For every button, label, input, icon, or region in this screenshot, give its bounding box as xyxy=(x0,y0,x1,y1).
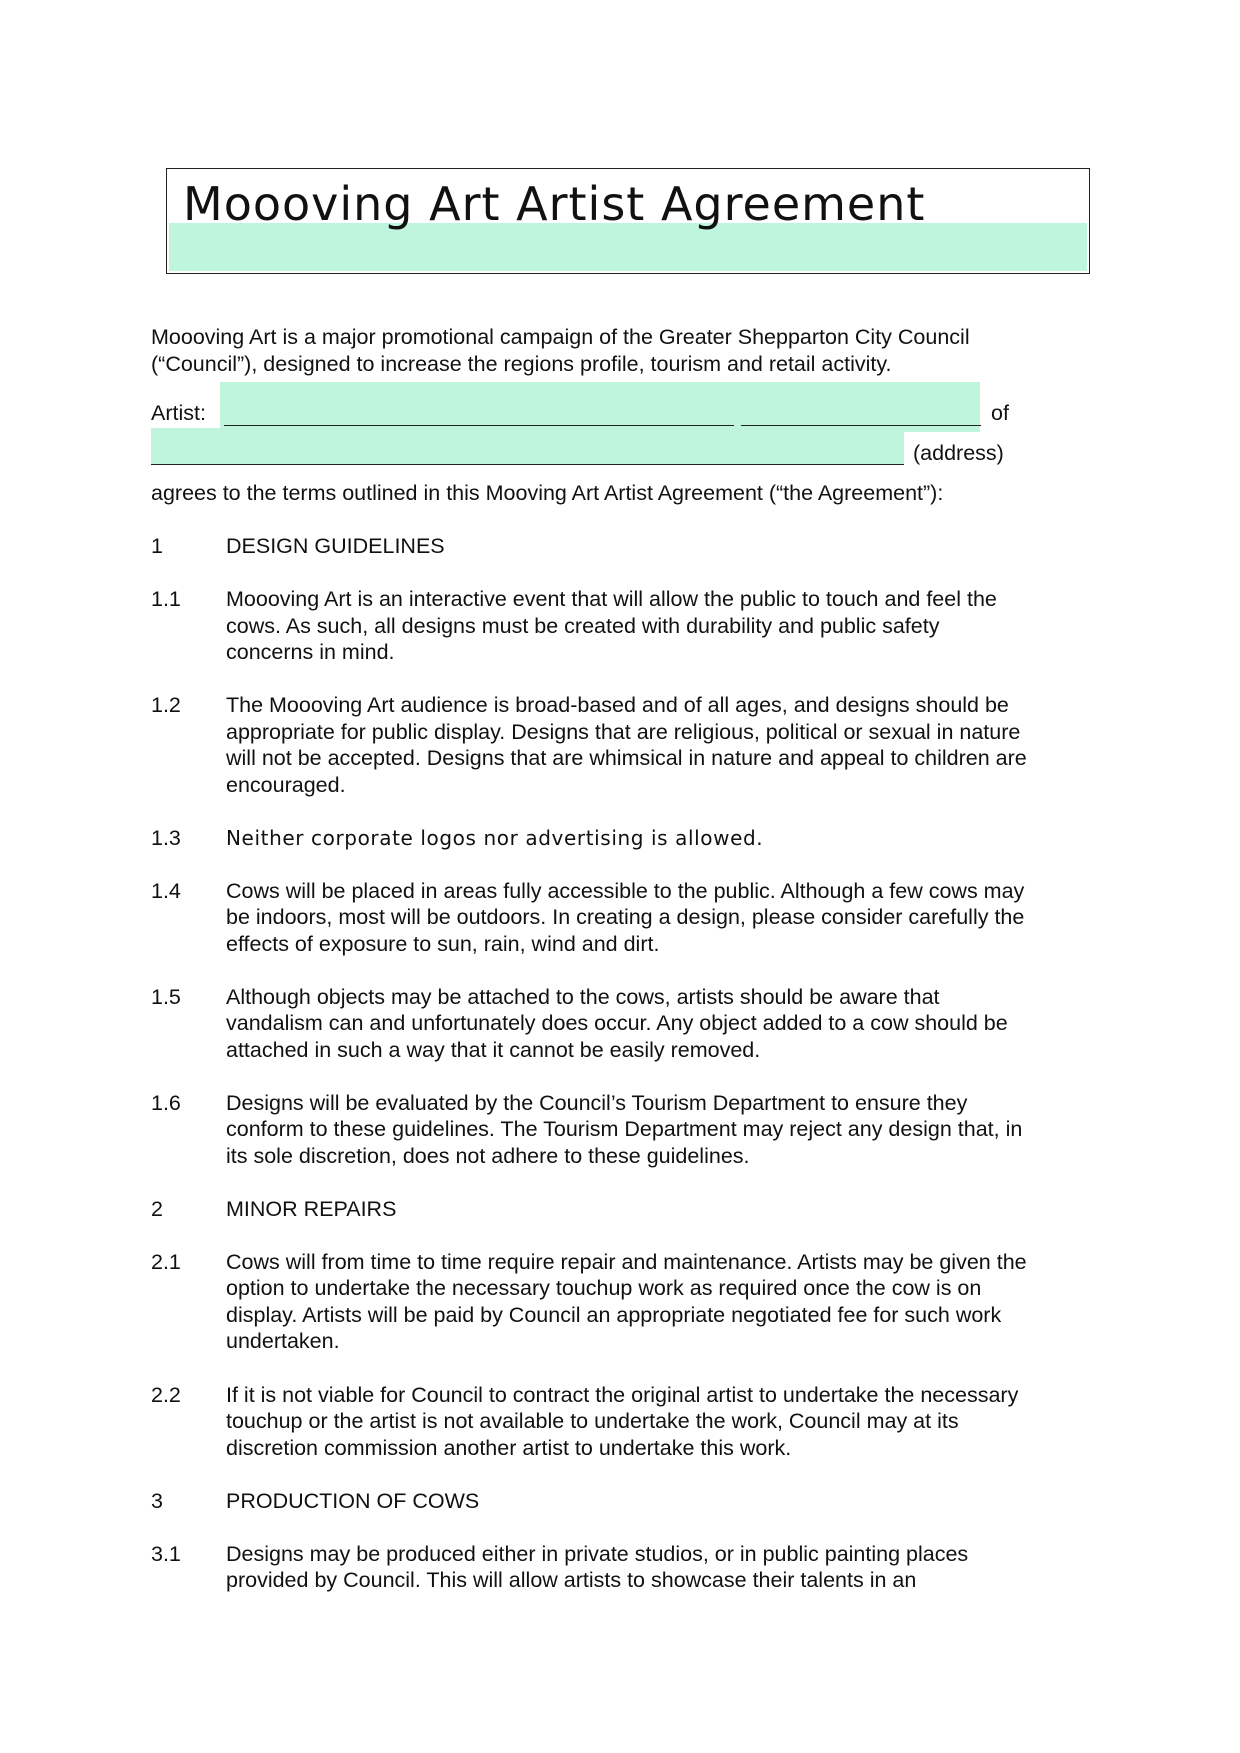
clause-1-2-line-4: encouraged. xyxy=(226,773,346,797)
clause-1-1-number: 1.1 xyxy=(151,587,181,611)
clause-1-4-line-2: be indoors, most will be outdoors. In creating a design, please consider carefully the xyxy=(226,905,1025,929)
clause-1-2-line-1: The Moooving Art audience is broad-based and of all ages, and designs should be xyxy=(226,693,1009,717)
address-field[interactable] xyxy=(151,442,904,465)
clause-3-1-number: 3.1 xyxy=(151,1542,181,1566)
clause-1-1-line-2: cows. As such, all designs must be created with durability and public safety xyxy=(226,614,940,638)
clause-2-1-line-1: Cows will from time to time require repair and maintenance. Artists may be given the xyxy=(226,1250,1027,1274)
clause-2-2-line-3: discretion commission another artist to undertake this work. xyxy=(226,1436,792,1460)
clause-1-6-number: 1.6 xyxy=(151,1091,181,1115)
clause-1-1-line-1: Moooving Art is an interactive event that will allow the public to touch and feel the xyxy=(226,587,997,611)
section-1-heading: DESIGN GUIDELINES xyxy=(226,534,445,558)
of-label: of xyxy=(991,401,1009,425)
section-3-heading: PRODUCTION OF COWS xyxy=(226,1489,480,1513)
clause-1-2-line-3: will not be accepted. Designs that are whimsical in nature and appeal to children are xyxy=(226,746,1027,770)
document-title: Moooving Art Artist Agreement xyxy=(183,177,926,231)
clause-1-6-line-1: Designs will be evaluated by the Council’s Tourism Department to ensure they xyxy=(226,1091,968,1115)
clause-1-4-line-1: Cows will be placed in areas fully accessible to the public. Although a few cows may xyxy=(226,879,1025,903)
clause-2-2-line-1: If it is not viable for Council to contract the original artist to undertake the necessary xyxy=(226,1383,1019,1407)
title-box xyxy=(166,168,1090,274)
clause-1-5-line-2: vandalism can and unfortunately does occur. Any object added to a cow should be xyxy=(226,1011,1008,1035)
clause-1-5-number: 1.5 xyxy=(151,985,181,1009)
clause-1-6-line-2: conform to these guidelines. The Tourism Department may reject any design that, in xyxy=(226,1117,1023,1141)
clause-2-1-line-4: undertaken. xyxy=(226,1329,340,1353)
clause-1-5-line-1: Although objects may be attached to the cows, artists should be aware that xyxy=(226,985,940,1009)
address-label: (address) xyxy=(913,441,1004,465)
clause-1-3-line-1: Neither corporate logos nor advertising is allowed. xyxy=(226,826,764,850)
clause-1-2-line-2: appropriate for public display. Designs that are religious, political or sexual in nature xyxy=(226,720,1021,744)
section-3-number: 3 xyxy=(151,1489,163,1513)
clause-1-4-line-3: effects of exposure to sun, rain, wind and dirt. xyxy=(226,932,660,956)
artist-label: Artist: xyxy=(151,401,206,425)
intro-line-1: Moooving Art is a major promotional campaign of the Greater Shepparton City Council xyxy=(151,325,970,349)
clause-1-2-number: 1.2 xyxy=(151,693,181,717)
clause-2-1-number: 2.1 xyxy=(151,1250,181,1274)
clause-3-1-line-2: provided by Council. This will allow artists to showcase their talents in an xyxy=(226,1568,917,1592)
clause-1-3-number: 1.3 xyxy=(151,826,181,850)
clause-2-1-line-3: display. Artists will be paid by Council an appropriate negotiated fee for such work xyxy=(226,1303,1002,1327)
clause-2-2-number: 2.2 xyxy=(151,1383,181,1407)
artist-name-field[interactable] xyxy=(224,403,734,426)
clause-3-1-line-1: Designs may be produced either in private studios, or in public painting places xyxy=(226,1542,969,1566)
section-2-heading: MINOR REPAIRS xyxy=(226,1197,397,1221)
section-1-number: 1 xyxy=(151,534,163,558)
agrees-line: agrees to the terms outlined in this Mooving Art Artist Agreement (“the Agreement”): xyxy=(151,481,944,505)
clause-1-6-line-3: its sole discretion, does not adhere to these guidelines. xyxy=(226,1144,750,1168)
clause-2-1-line-2: option to undertake the necessary touchup work as required once the cow is on xyxy=(226,1276,982,1300)
intro-line-2: (“Council”), designed to increase the regions profile, tourism and retail activity. xyxy=(151,352,892,376)
clause-1-5-line-3: attached in such a way that it cannot be easily removed. xyxy=(226,1038,761,1062)
section-2-number: 2 xyxy=(151,1197,163,1221)
clause-1-1-line-3: concerns in mind. xyxy=(226,640,395,664)
clause-2-2-line-2: touchup or the artist is not available to undertake the work, Council may at its xyxy=(226,1409,959,1433)
artist-company-field[interactable] xyxy=(741,403,981,426)
clause-1-4-number: 1.4 xyxy=(151,879,181,903)
